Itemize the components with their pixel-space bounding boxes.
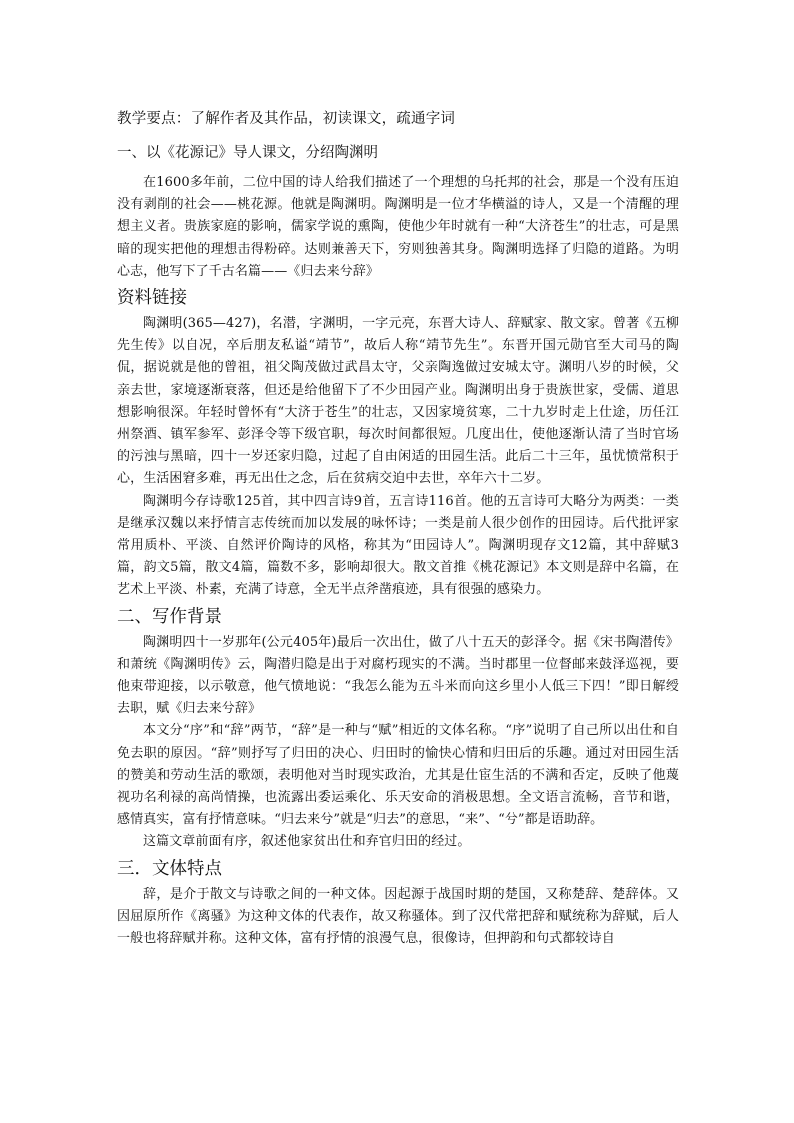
paragraph-intro: 在1600多年前，二位中国的诗人给我们描述了一个理想的乌托邦的社会，那是一个没有压迫没有剥削的社会——桃花源。他就是陶渊明。陶渊明是一位才华横溢的诗人，又是一个清醒的理想主义者。贵族家庭的影响，儒家学说的熏陶，使他少年时就有一种“大济苍生”的壮志，可是黑暗的现实把他的理想击得粉碎。达则兼善天下，穷则独善其身。陶渊明选择了归隐的道路。为明心志，他写下了千古名篇——《归去来兮辞》 xyxy=(117,175,679,279)
section-heading-intro: 一、以《花源记》导人课文，分绍陶渊明 xyxy=(117,145,378,161)
paragraph-background: 陶渊明四十一岁那年(公元405年)最后一次出仕，做了八十五天的彭泽令。据《宋书陶潜传》和萧统《陶渊明传》云，陶潜归隐是出于对腐朽现实的不满。当时郡里一位督邮来鼓泽巡视，要他束带迎接，以示敬意，他气愤地说：“我怎么能为五斗米而向这乡里小人低三下四！”即日解绶去职，赋《归去来兮辞》 xyxy=(117,634,679,717)
paragraph-works: 陶渊明今存诗歌125首，其中四言诗9首，五言诗116首。他的五言诗可大略分为两类：一类是继承汉魏以来抒情言志传统而加以发展的咏怀诗；一类是前人很少创作的田园诗。后代批评家常用质朴、平淡、自然评价陶诗的风格，称其为“田园诗人”。陶渊明现存文12篇，其中辞赋3篇，韵文5篇，散文4篇，篇数不多，影响却很大。散文首推《桃花源记》本文则是辞中名篇，在艺术上平淡、朴素，充满了诗意，全无半点斧凿痕迹，具有很强的感染力。 xyxy=(117,493,679,598)
teaching-points-content: 了解作者及其作品，初读课文，疏通字词 xyxy=(190,111,456,127)
paragraph-summary: 这篇文章前面有序，叙述他家贫出仕和弃官归田的经过。 xyxy=(143,834,471,850)
teaching-points-label: 教学要点： xyxy=(117,111,191,127)
paragraph-biography: 陶渊明(365—427)，名潜，字渊明，一字元亮，东晋大诗人、辞赋家、散文家。曾著《五柳先生传》以自况，卒后朋友私谥“靖节”，故后人称“靖节先生”。东晋开国元勋官至大司马的陶侃，据说就是他的曾祖，祖父陶茂做过武昌太守，父亲陶逸做过安城太守。渊明八岁的时候，父亲去世，家境逐渐衰落，但还是给他留下了不少田园产业。陶渊明出身于贵族世家，受儒、道思想影响很深。年轻时曾怀有“大济于苍生”的壮志，又因家境贫寒，二十九岁时走上仕途，历任江州祭酒、镇军参军、彭泽令等下级官职，每次时间都很短。几度出仕，使他逐渐认清了当时官场的污浊与黑暗，四十一岁还家归隐，过起了自由闲适的田园生活。此后二十三年，虽忧愤常积于心，生活困窘多难，再无出仕之念，后在贫病交迫中去世，卒年六十二岁。 xyxy=(117,316,679,487)
document-page xyxy=(117,106,679,950)
section-heading-reference: 资料链接 xyxy=(117,288,187,309)
paragraph-structure: 本文分“序”和“辞”两节，“辞”是一种与“赋”相近的文体名称。“序”说明了自己所以出仕和自免去职的原因。“辞”则抒写了归田的决心、归田时的愉快心情和归田后的乐趣。通过对田园生活的赞美和劳动生活的歌颂，表明他对当时现实政治，尤其是仕宦生活的不满和否定，反映了他蔑视功名利禄的高尚情操，也流露出委运乘化、乐天安命的消极思想。全文语言流畅，音节和谐，感情真实，富有抒情意味。“归去来兮”就是“归去”的意思，“来”、“兮”都是语助辞。 xyxy=(117,723,679,828)
section-heading-genre: 三．文体特点 xyxy=(117,858,222,879)
section-heading-background: 二、写作背景 xyxy=(117,606,222,627)
teaching-points xyxy=(117,106,679,132)
paragraph-genre: 辞，是介于散文与诗歌之间的一种文体。因起源于战国时期的楚国，又称楚辞、楚辞体。又因屈原所作《离骚》为这种文体的代表作，故又称骚体。到了汉代常把辞和赋统称为辞赋，后人一般也将辞赋并称。这种文体，富有抒情的浪漫气息，很像诗，但押韵和句式都较诗自 xyxy=(117,886,679,947)
